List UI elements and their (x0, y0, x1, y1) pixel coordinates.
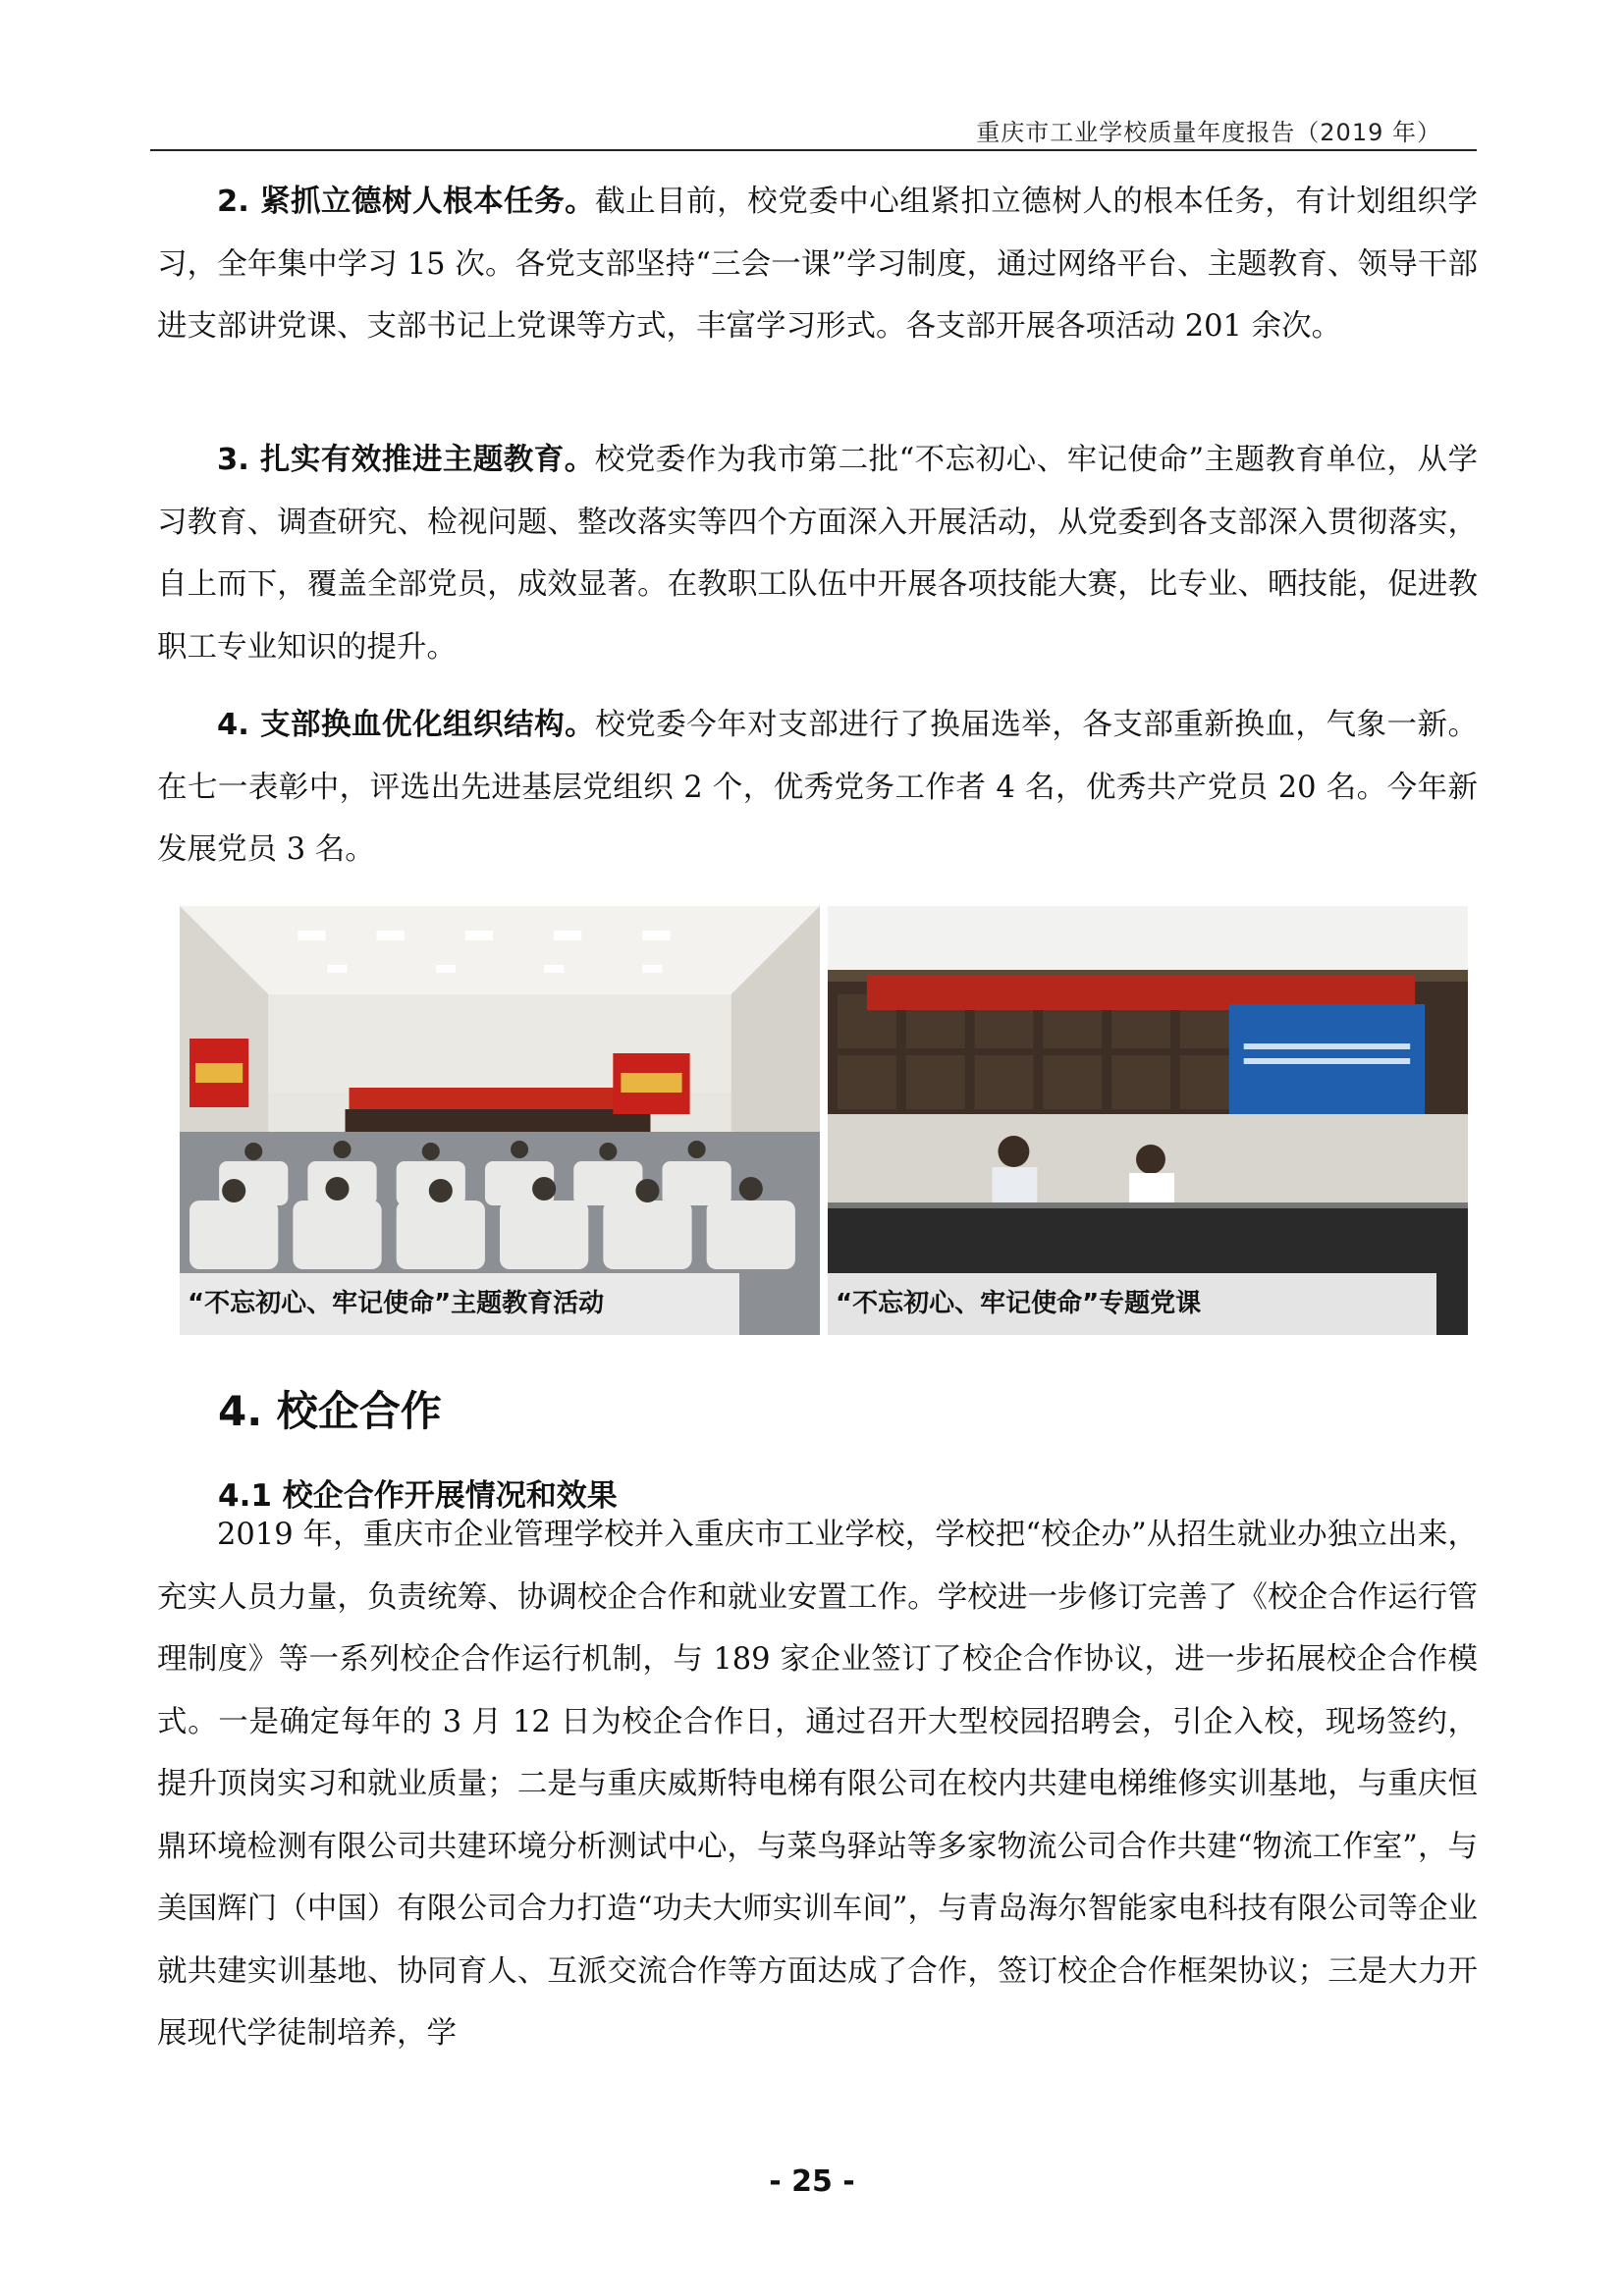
lecture-photo (828, 906, 1468, 1335)
paragraph-body: 截止目前，校党委中心组紧扣立德树人的根本任务，有计划组织学习，全年集中学习 15 次。各党支部坚持“三会一课”学习制度，通过网络平台、主题教育、领导干部进支部讲党课、支部书记上党课等方式，丰富学习形式。各支部开展各项活动 201 余次。 (157, 185, 1479, 344)
paragraph-lead: 2. 紧抓立德树人根本任务。 (217, 185, 596, 219)
section-heading: 4. 校企合作 (218, 1387, 442, 1435)
page-number: - 25 - (769, 2164, 855, 2199)
auditorium-photo (180, 906, 820, 1335)
photo-caption: “不忘初心、牢记使命”主题教育活动 (180, 1273, 739, 1335)
paragraph-branch-renewal (157, 694, 1478, 881)
paragraph-body: 校党委作为我市第二批“不忘初心、牢记使命”主题教育单位，从学习教育、调查研究、检视问题、整改落实等四个方面深入开展活动，从党委到各支部深入贯彻落实，自上而下，覆盖全部党员，成效显著。在教职工队伍中开展各项技能大赛，比专业、晒技能，促进教职工专业知识的提升。 (157, 443, 1478, 665)
paragraph-lead: 4. 支部换血优化组织结构。 (217, 708, 596, 742)
photo-theme-education-activity (180, 906, 820, 1335)
paragraph-theme-education (157, 429, 1478, 678)
paragraph-lead: 3. 扎实有效推进主题教育。 (217, 443, 595, 477)
running-header: 重庆市工业学校质量年度报告（2019 年） (976, 119, 1441, 146)
photo-caption: “不忘初心、牢记使命”专题党课 (828, 1273, 1436, 1335)
header-divider (150, 149, 1477, 151)
photo-special-party-lecture (828, 906, 1468, 1335)
paragraph-school-enterprise: 2019 年，重庆市企业管理学校并入重庆市工业学校，学校把“校企办”从招生就业办独立出来，充实人员力量，负责统筹、协调校企合作和就业安置工作。学校进一步修订完善了《校企合作运行管理制度》等一系列校企合作运行机制，与 189 家企业签订了校企合作协议，进一步拓展校企合作模式。一是确定每年的 3 月 12 日为校企合作日，通过召开大型校园招聘会，引企入校，现场签约，提升顶岗实习和就业质量；二是与重庆威斯特电梯有限公司在校内共建电梯维修实训基地，与重庆恒鼎环境检测有限公司共建环境分析测试中心，与菜鸟驿站等多家物流公司合作共建“物流工作室”，与美国辉门（中国）有限公司合力打造“功夫大师实训车间”，与青岛海尔智能家电科技有限公司等企业就共建实训基地、协同育人、互派交流合作等方面达成了合作，签订校企合作框架协议；三是大力开展现代学徒制培养，学 (157, 1518, 1478, 2051)
subsection-heading: 4.1 校企合作开展情况和效果 (218, 1478, 618, 1514)
paragraph-body: 校党委今年对支部进行了换届选举，各支部重新换血，气象一新。在七一表彰中，评选出先进基层党组织 2 个，优秀党务工作者 4 名，优秀共产党员 20 名。今年新发展党员 3 名。 (157, 708, 1479, 867)
paragraph-lide-shuren (157, 171, 1478, 358)
photo-row (180, 906, 1468, 1335)
